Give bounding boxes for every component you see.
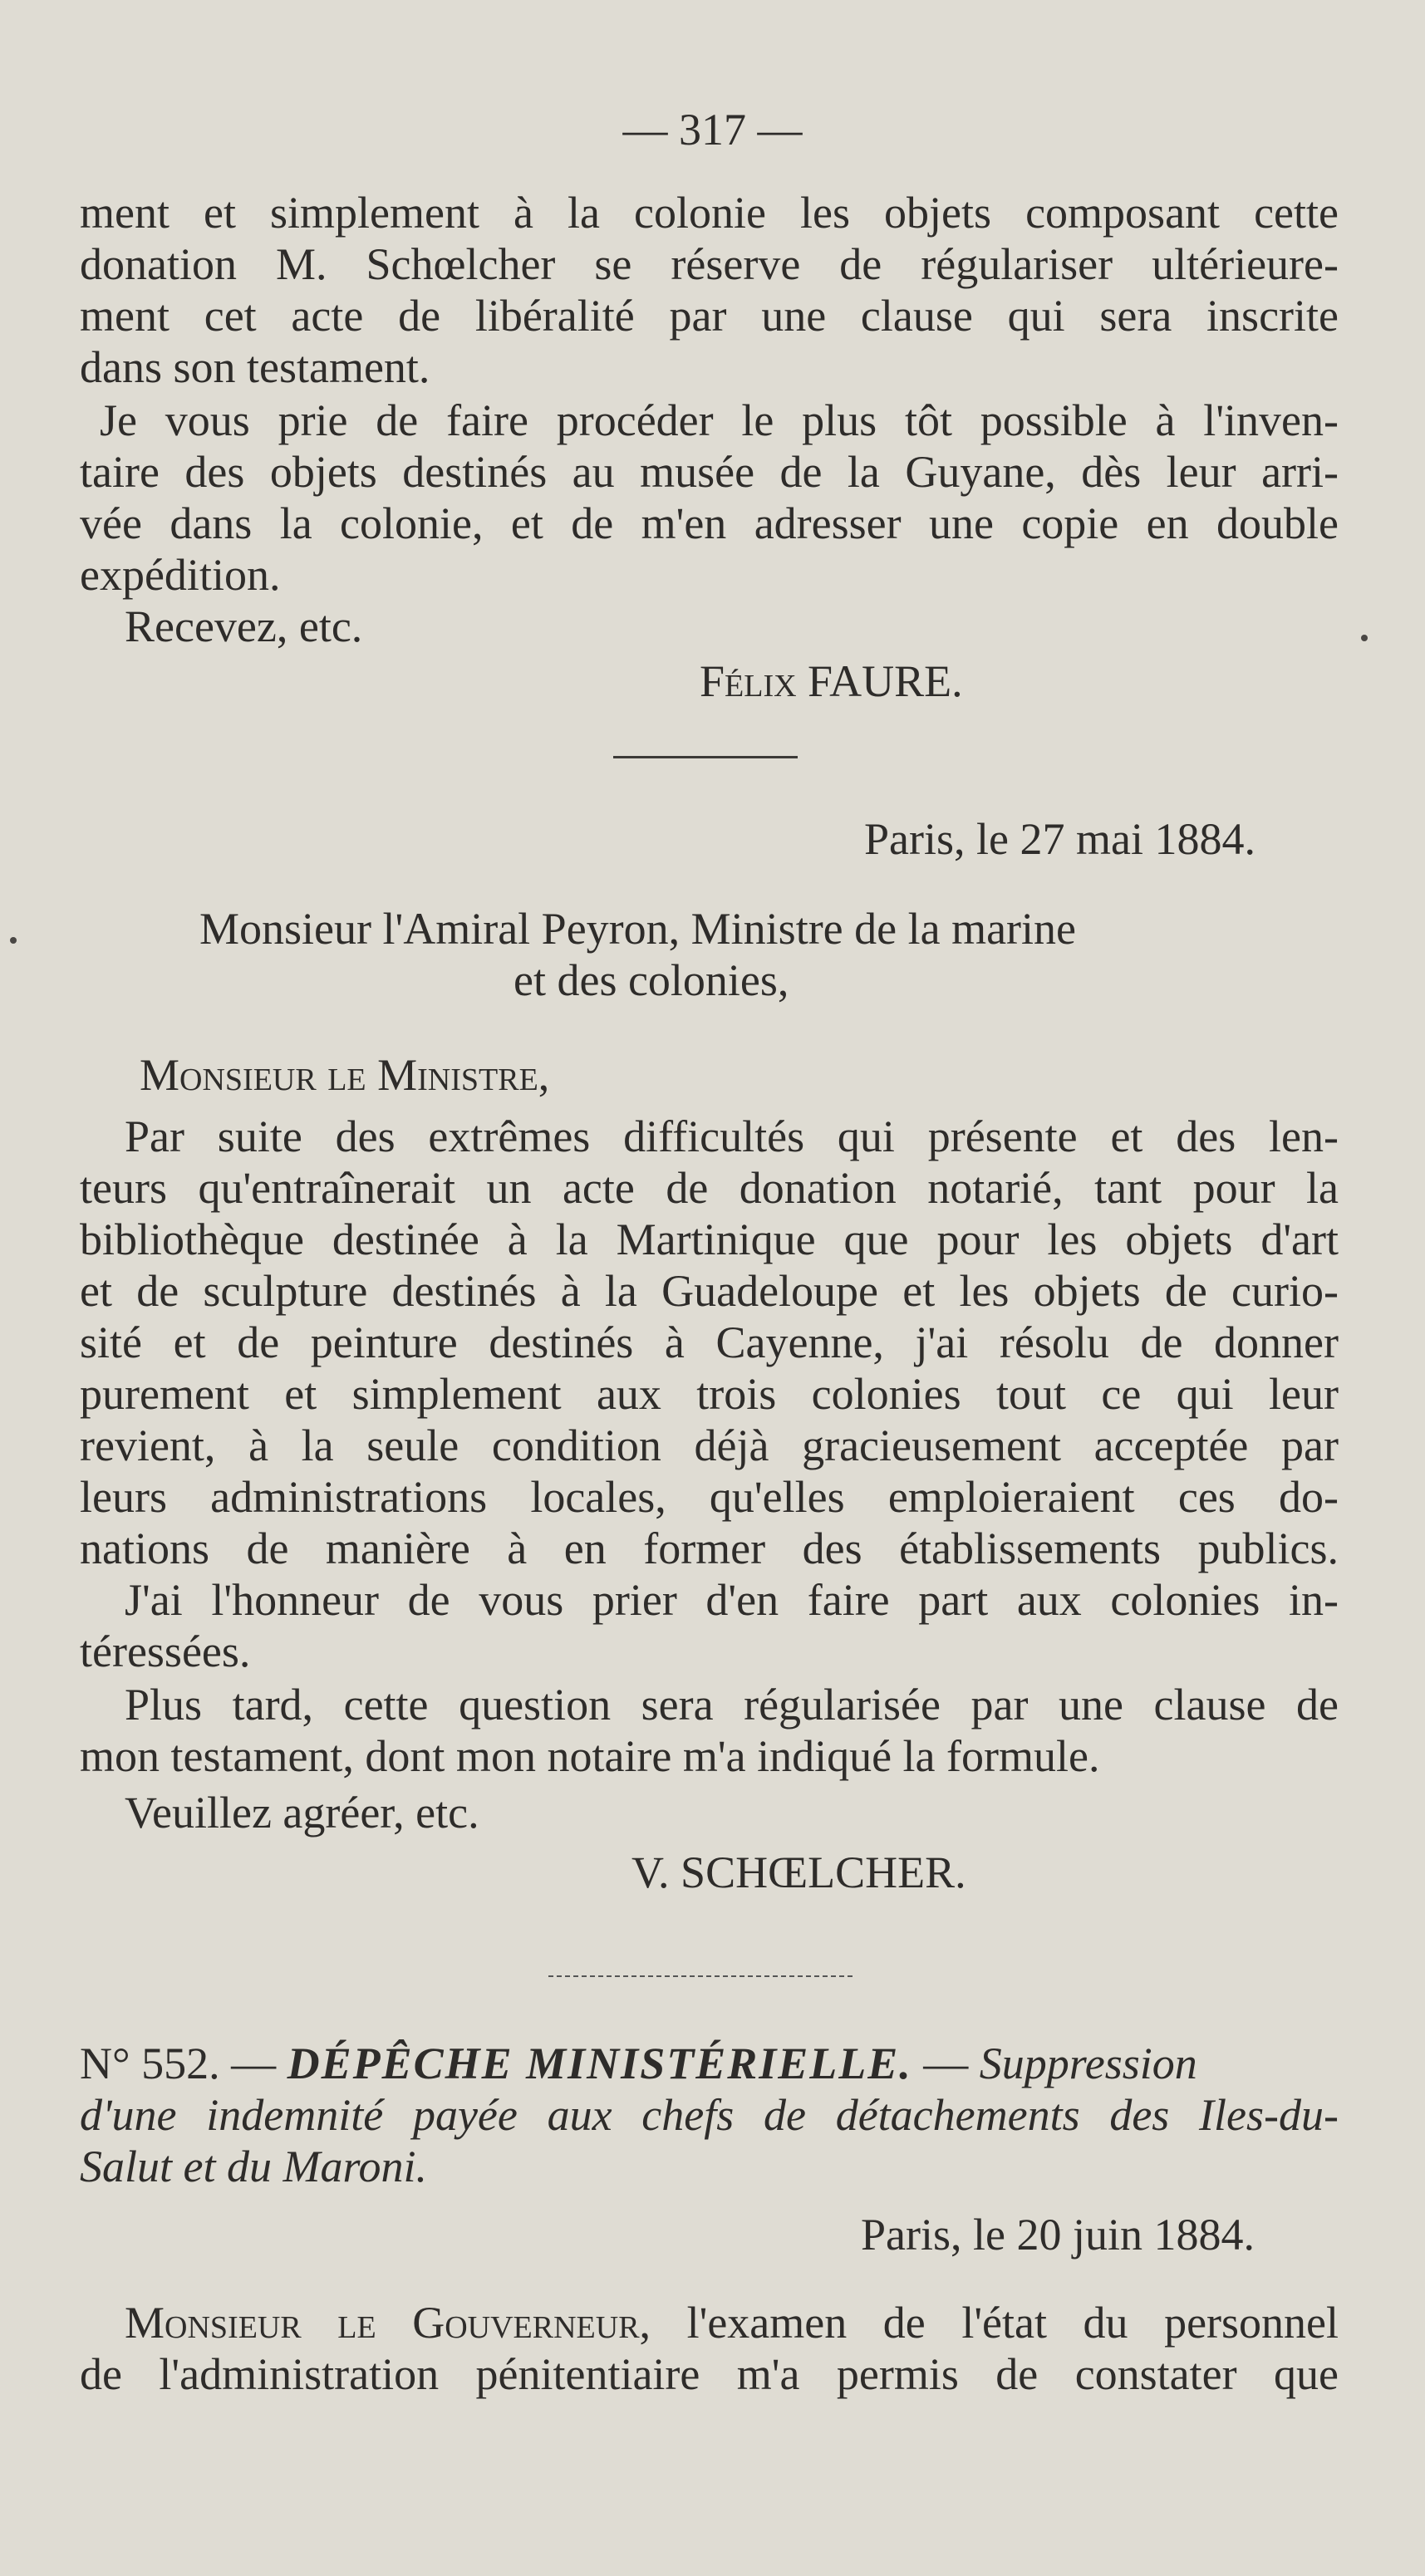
addressee: et des colonies, (513, 955, 789, 1005)
separator-rule (613, 756, 798, 758)
text-line: revient, à la seule condition déjà gracieusement acceptée par (80, 1420, 1339, 1470)
margin-speck (1361, 635, 1368, 641)
dateline: Paris, le 27 mai 1884. (864, 814, 1255, 864)
dateline: Paris, le 20 juin 1884. (861, 2210, 1255, 2260)
text-line: ment et simplement à la colonie les objets composant cette (80, 188, 1339, 238)
text-line: ment cet acte de libéralité par une clause qui sera inscrite (80, 291, 1339, 341)
separator-rule (548, 1975, 853, 1977)
text-line: Plus tard, cette question sera régularisée par une clause de (125, 1680, 1339, 1730)
text-line: nations de manière à en former des établissements publics. (80, 1524, 1339, 1573)
text-line: leurs administrations locales, qu'elles emploieraient ces do- (80, 1472, 1339, 1522)
text-line: sité et de peinture destinés à Cayenne, j'ai résolu de donner (80, 1317, 1339, 1367)
subject: Suppression (979, 2039, 1197, 2088)
subject: d'une indemnité payée aux chefs de détachements des Iles-du- (80, 2090, 1339, 2140)
text-line: de l'administration pénitentiaire m'a permis de constater que (80, 2349, 1339, 2399)
margin-speck (10, 937, 17, 944)
text-line (125, 2296, 1339, 2349)
heading-dash: — (923, 2039, 969, 2088)
text-line: Je vous prie de faire procéder le plus tôt possible à l'inven- (100, 395, 1339, 445)
text-fragment: l'examen de l'état du personnel (686, 2298, 1339, 2348)
text-line: donation M. Schœlcher se réserve de régulariser ultérieure- (80, 239, 1339, 289)
text-line: expédition. (80, 550, 281, 600)
text-line: dans son testament. (80, 342, 430, 392)
closing-formula: Veuillez agréer, etc. (125, 1788, 479, 1838)
text-line: et de sculpture destinés à la Guadeloupe et les objets de curio- (80, 1266, 1339, 1316)
signature: Félix FAURE. (700, 656, 963, 706)
closing-formula: Recevez, etc. (125, 601, 363, 651)
text-line: taire des objets destinés au musée de la Guyane, dès leur arri- (80, 447, 1339, 497)
text-line: J'ai l'honneur de vous prier d'en faire part aux colonies in- (125, 1575, 1339, 1625)
text-line: téressées. (80, 1627, 251, 1676)
document-heading (80, 2037, 1339, 2090)
document-number: N° 552. — (80, 2039, 277, 2088)
salutation: Monsieur le Ministre, (140, 1050, 550, 1100)
text-line: bibliothèque destinée à la Martinique que pour les objets d'art (80, 1214, 1339, 1264)
text-line: mon testament, dont mon notaire m'a indiqué la formule. (80, 1731, 1100, 1781)
text-line: teurs qu'entraînerait un acte de donation notarié, tant pour la (80, 1163, 1339, 1213)
document-type: DÉPÊCHE MINISTÉRIELLE. (287, 2039, 912, 2088)
text-line: vée dans la colonie, et de m'en adresser une copie en double (80, 498, 1339, 548)
salutation: Monsieur le Gouverneur, (125, 2298, 651, 2348)
subject: Salut et du Maroni. (80, 2142, 427, 2191)
text-line: Par suite des extrêmes difficultés qui présente et des len- (125, 1111, 1339, 1161)
signature: V. SCHŒLCHER. (631, 1847, 966, 1897)
addressee: Monsieur l'Amiral Peyron, Ministre de la marine (199, 904, 1077, 954)
text-line: purement et simplement aux trois colonies tout ce qui leur (80, 1369, 1339, 1419)
page-number: — 317 — (622, 105, 803, 155)
